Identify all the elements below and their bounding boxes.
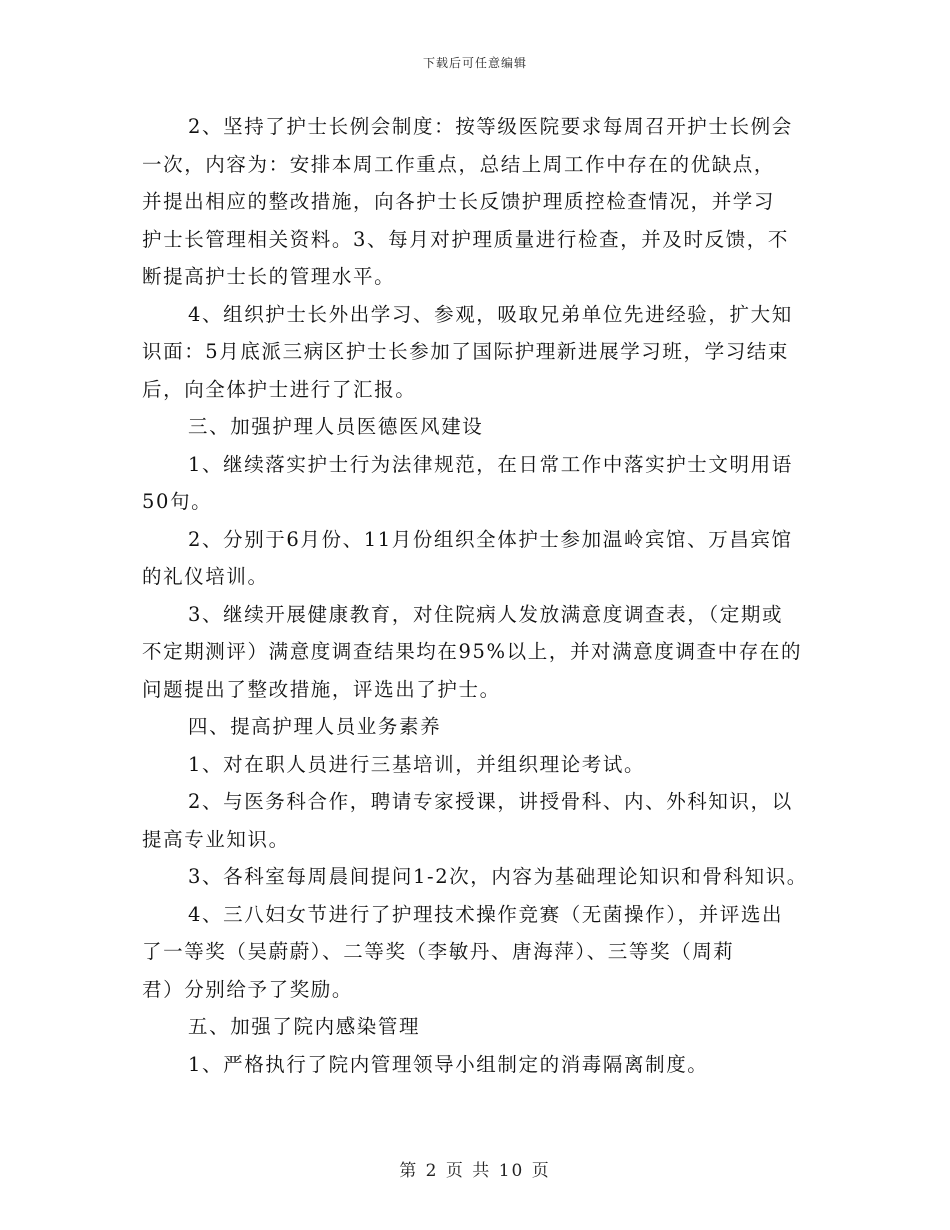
text-line: 的礼仪培训。 bbox=[142, 565, 269, 588]
text-line: 四、提高护理人员业务素养 bbox=[188, 715, 442, 738]
text-line: 50句。 bbox=[142, 490, 213, 513]
text-line: 3、各科室每周晨间提问1-2次，内容为基础理论知识和骨科知识。 bbox=[188, 865, 808, 888]
text-line: 4、组织护士长外出学习、参观，吸取兄弟单位先进经验，扩大知 bbox=[188, 302, 793, 326]
text-line: 一次，内容为：安排本周工作重点，总结上周工作中存在的优缺点， bbox=[142, 152, 776, 176]
text-line: 3、继续开展健康教育，对住院病人发放满意度调查表，（定期或 bbox=[188, 602, 784, 626]
text-line: 识面：5月底派三病区护士长参加了国际护理新进展学习班，学习结束 bbox=[142, 340, 790, 363]
text-line: 2、与医务科合作，聘请专家授课，讲授骨科、内、外科知识，以 bbox=[188, 790, 793, 813]
text-line: 1、继续落实护士行为法律规范，在日常工作中落实护士文明用语 bbox=[188, 452, 793, 476]
text-line: 提高专业知识。 bbox=[142, 827, 290, 851]
text-line: 了一等奖（吴蔚蔚）、二等奖（李敏丹、唐海萍）、三等奖（周莉 bbox=[142, 940, 735, 963]
text-line: 1、严格执行了院内管理领导小组制定的消毒隔离制度。 bbox=[188, 1052, 709, 1076]
text-line: 问题提出了整改措施，评选出了护士。 bbox=[142, 677, 501, 701]
text-line: 后，向全体护士进行了汇报。 bbox=[142, 377, 417, 401]
document-body bbox=[142, 108, 812, 1083]
text-line: 1、对在职人员进行三基培训，并组织理论考试。 bbox=[188, 752, 646, 776]
text-line: 2、坚持了护士长例会制度：按等级医院要求每周召开护士长例会 bbox=[188, 115, 793, 138]
text-line: 4、三八妇女节进行了护理技术操作竞赛（无菌操作），并评选出 bbox=[188, 902, 784, 926]
text-line: 2、分别于6月份、11月份组织全体护士参加温岭宾馆、万昌宾馆 bbox=[188, 527, 793, 551]
text-line: 护士长管理相关资料。3、每月对护理质量进行检查，并及时反馈，不 bbox=[142, 227, 790, 251]
page-header: 下载后可任意编辑 bbox=[422, 56, 527, 70]
text-line: 并提出相应的整改措施，向各护士长反馈护理质控检查情况，并学习 bbox=[142, 190, 776, 213]
text-line: 三、加强护理人员医德医风建设 bbox=[188, 415, 484, 438]
text-line: 五、加强了院内感染管理 bbox=[188, 1015, 421, 1038]
text-line: 不定期测评）满意度调查结果均在95%以上，并对满意度调查中存在的 bbox=[142, 640, 803, 663]
text-line: 君）分别给予了奖励。 bbox=[142, 977, 354, 1001]
page-number-footer: 第 2 页 共 10 页 bbox=[399, 1161, 551, 1181]
text-line: 断提高护士长的管理水平。 bbox=[142, 265, 396, 288]
